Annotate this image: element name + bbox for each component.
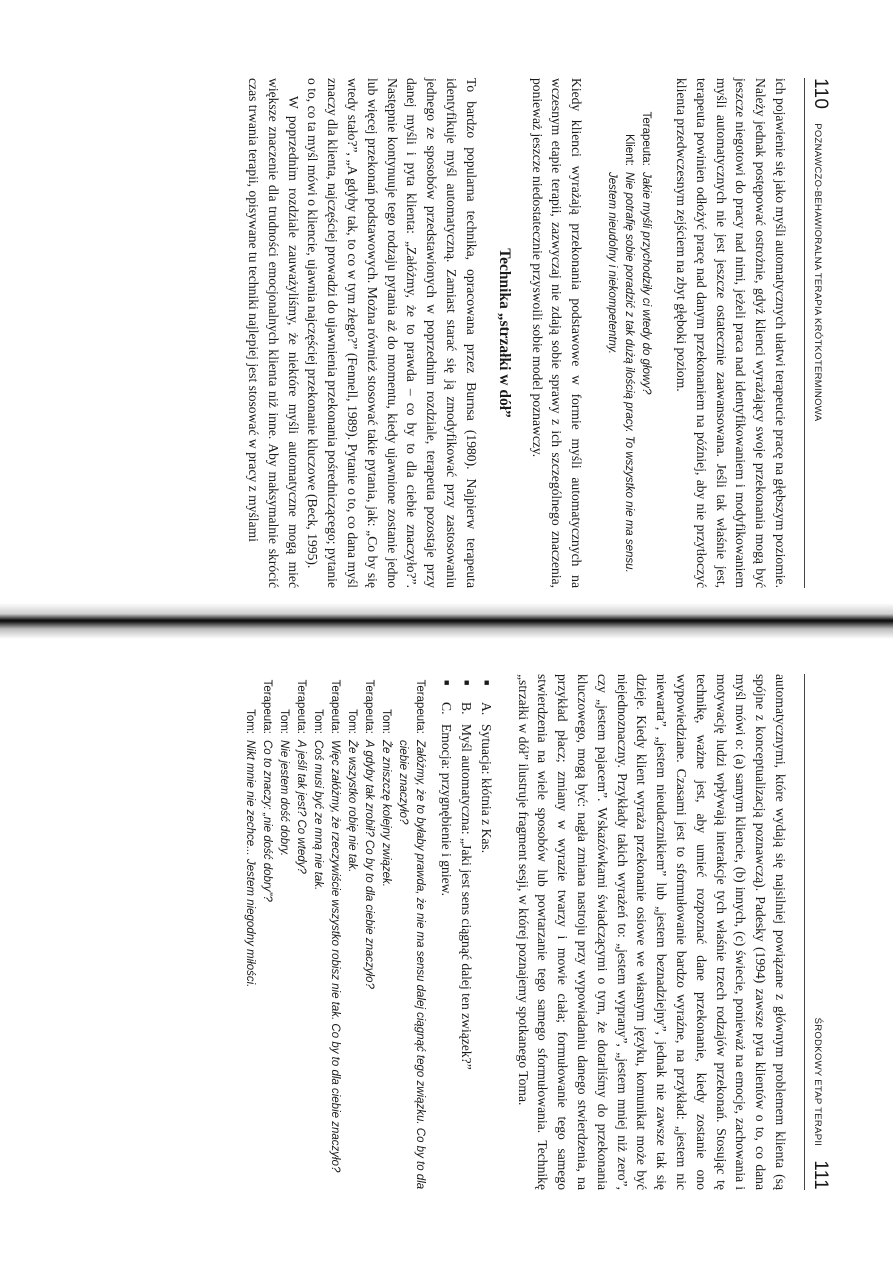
- utterance: Że zniszczę kolejny związek.: [380, 740, 393, 887]
- running-head-title: POZNAWCZO-BEHAWIORALNA TERAPIA KRÓTKOTERMINOWA: [812, 123, 823, 422]
- running-header-right: [804, 674, 831, 1190]
- right-page: [0, 646, 893, 1262]
- paragraph: W poprzednim rozdziale zauważyliśmy, że niektóre myśli automatyczne mogą mieć większe znaczenie dla trudności emocjonalnych klienta niż inne. Aby maksymalnie skrócić czas trwania terapii, opisywane tu techniki najlepiej jest stosować w pracy z myślami: [246, 78, 301, 588]
- paragraph: To bardzo popularna technika, opracowana przez Burnsa (1980). Najpierw terapeuta identyfikuje myśl automatyczną. Zamiast starać się ją zmodyfikować przy zastosowaniu jednego ze sposobów przedstawionych w poprzednim rozdziale, terapeuta pozostaje przy danej myśli i pyta klienta: „Załóżmy, że to prawda – co by to dla ciebie znaczyło?”. Następnie kontynuuje tego rodzaju pytania aż do momentu, kiedy ujawnione zostanie jedno lub więcej przekonań podstawowych. Można również stosować takie pytania, jak: „Co by się wtedy stało?”, „A gdyby tak, to co w tym złego?” (Fennell, 1989). Pytanie o to, co dana myśl znaczy dla klienta, najczęściej prowadzi do ujawnienia przekonania pośredniczącego; pytanie o to, co ta myśl mówi o kliencie, ujawnia najczęściej przekonanie kluczowe (Beck, 1995).: [305, 78, 479, 588]
- bullet-square-icon: ■: [442, 680, 453, 686]
- utterance: Że wszystko robię nie tak.: [346, 740, 359, 873]
- paragraph: Kiedy klienci wyrażają przekonania podstawowe w formie myśli automatycznych na wczesnym etapie terapii, zazwyczaj nie zdają sobie sprawy z ich szczególnego znaczenia, ponieważ jeszcze niedostatecznie przyswoili sobie model poznawczy.: [529, 78, 585, 588]
- speaker-label: Terapeuta:: [295, 679, 308, 734]
- utterance: Jakie myśli przychodziły ci wtedy do głowy?: [640, 172, 653, 395]
- paragraph: ich pojawienie się jako myśli automatycznych ułatwi terapeucie pracę na głębszym poziomie. Należy jednak postępować ostrożnie, gdyż klienci wyrażający swoje przekonania mogą być jeszcze niegotowi do pracy nad nimi, jeżeli praca nad identyfikowaniem i modyfikowaniem myśli automatycznych nie jest jeszcze ostatecznie zaawansowana. Jeśli tak właśnie jest, terapeuta powinien odłożyć pracę nad danym przekonaniem na później, aby nie przytłoczyć klienta przedwczesnym zejściem na zbyt głęboki poziom.: [674, 78, 788, 588]
- speaker-label: Tom:: [346, 709, 359, 734]
- section-heading: Technika „strzałki w dół”: [495, 248, 513, 418]
- speaker-label: Terapeuta:: [414, 679, 427, 734]
- utterance: Nikt mnie nie zechce... Jestem niegodny miłości.: [244, 740, 257, 988]
- speaker-label: Terapeuta:: [363, 679, 376, 734]
- utterance: Załóżmy, że to byłaby prawda, że nie ma sensu dalej ciągnąć tego związku. Co by to dla ciebie znaczyło?: [397, 740, 427, 1190]
- speaker-label: Terapeuta:: [261, 679, 274, 734]
- utterance: A gdyby tak zrobił? Co by to dla ciebie znaczyło?: [363, 740, 376, 989]
- list-item: ■ C. Emocja: przygnębienie i gniew.: [436, 680, 456, 1190]
- book-gutter: [0, 603, 893, 639]
- abc-list: [436, 674, 495, 1190]
- speaker-label: Terapeuta:: [640, 111, 653, 166]
- page-number: 111: [810, 1160, 831, 1190]
- bullet-square-icon: ■: [481, 680, 492, 686]
- utterance: Coś musi być ze mną nie tak.: [312, 740, 325, 891]
- utterance: Nie jestem dość dobry.: [278, 740, 291, 857]
- speaker-label: Tom:: [244, 709, 257, 734]
- utterance: Co to znaczy: „nie dość dobry”?: [261, 740, 274, 902]
- speaker-label: Terapeuta:: [329, 679, 342, 734]
- speaker-label: Tom:: [380, 709, 393, 734]
- bullet-square-icon: ■: [462, 680, 473, 686]
- running-head-title: ŚRODKOWY ETAP TERAPII: [812, 1017, 823, 1147]
- dialogue-excerpt: [603, 96, 654, 588]
- list-item: ■ B. Myśl automatyczna: „Jaki jest sens ciągnąć dalej ten związek?”: [456, 680, 476, 1190]
- speaker-label: Klient:: [623, 134, 636, 166]
- speaker-label: Tom:: [278, 709, 291, 734]
- utterance: A jeśli tak jest? Co wtedy?: [295, 740, 308, 874]
- running-header-left: [804, 78, 831, 588]
- paragraph: automatycznymi, które wydają się najsilniej powiązane z głównym problemem klienta (są spójne z konceptualizacją poznawczą). Padesky (1994) zawsze pyta klientów o to, co dana myśl mówi o: (a) samym kliencie, (b) innych, (c) świecie, ponieważ na emocje, zachowania i motywację ludzi wpływają interakcje tych właśnie trzech rodzajów przekonań. Stosując tę technikę, ważne jest, aby umieć rozpoznać dane przekonanie, kiedy zostanie ono wypowiedziane. Czasami jest to sformułowanie bardzo wyraźne, na przykład: „jestem nic niewarta”, „jestem nieudacznikiem” lub „jestem beznadziejny”, jednak nie zawsze tak się dzieje. Kiedy klient wyraża przekonanie osiowe we własnym języku, komunikat może być niejednoznaczny. Przykłady takich wyrażeń to: „jestem wyprany”, „jestem mniej niż zero”, czy „jestem pajacem”. Wskazówkami świadczącymi o tym, że dotarliśmy do przekonania kluczowego, mogą być: nagła zmiana nastroju przy wypowiadaniu danego stwierdzenia, na przykład płacz; zmiany w wyrazie twarzy i mowie ciała; formułowanie tego samego stwierdzenia na wiele sposobów lub powtarzanie tego samego sformułowania. Technikę „strzałki w dół” ilustruje fragment sesji, w której poznajemy spotkanego Toma.: [515, 674, 788, 1190]
- left-page: [0, 0, 893, 616]
- speaker-label: Tom:: [312, 709, 325, 734]
- list-item: ■ A. Sytuacja: kłótnia z Kas.: [476, 680, 496, 1190]
- utterance: Nie potrafię sobie poradzić z tak dużą ilością pracy. To wszystko nie ma sensu. Jestem nieudolny i niekompetentny.: [606, 172, 636, 573]
- utterance: Więc załóżmy, że rzeczywiście wszystko robisz nie tak. Co by to dla ciebie znaczyło?: [329, 740, 342, 1173]
- session-dialogue: [241, 674, 428, 1190]
- page-number: 110: [810, 78, 831, 110]
